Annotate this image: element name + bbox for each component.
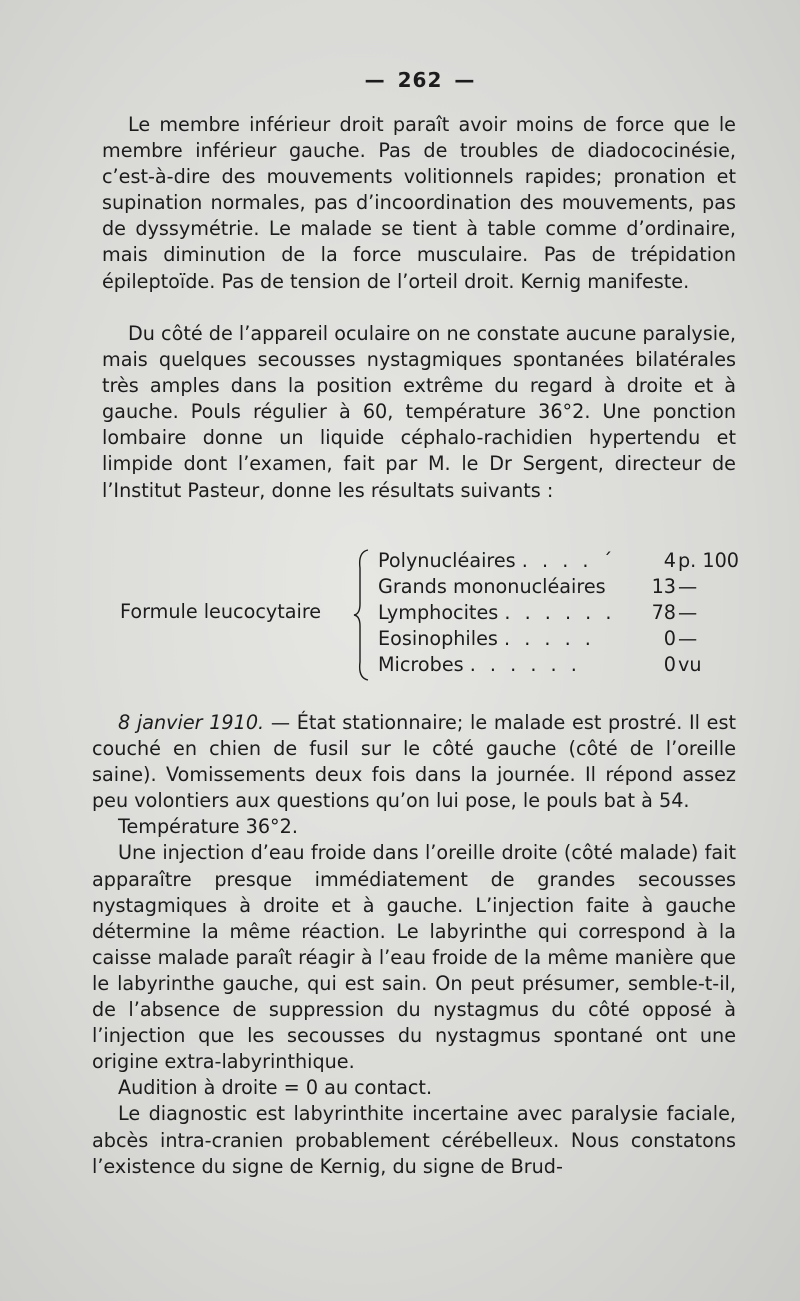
paragraph: Du côté de l’appareil oculaire on ne constate aucune paralysie, mais quelques secousses nystagmiques spontanées bilatérales très amples dans la position extrême du regard à droite et à gauche. Pouls régulier à 60, température 36°2. Une ponction lombaire donne un liquide céphalo-rachidien hypertendu et limpide dont l’examen, fait par M. le Dr Sergent, directeur de l’Institut Pasteur, donne les résultats suivants : [102,322,736,502]
cell-unit: vu [678,653,702,677]
cell-unit: — [678,575,698,599]
cell-value: 13 [651,575,676,599]
cell-value: 4 [663,549,676,572]
paragraph: Le diagnostic est labyrinthite incertaine avec paralysie faciale, abcès intra-cranien probablement cérébelleux. Nous constatons l’existence du signe de Kernig, du signe de Brud- [92,1102,736,1178]
entry-date: 8 janvier 1910. [118,711,265,734]
cell-unit: p. 100 [678,549,740,572]
formula-row [378,652,738,678]
formula-label: Formule leucocytaire [120,600,322,623]
cell-name: Eosinophiles [378,627,498,651]
cell-value: 0 [663,627,676,651]
cell-name: Lymphocites [378,601,499,625]
lower-section [92,710,736,1180]
curly-brace-icon [352,548,372,682]
paragraph-dated-entry [92,710,736,814]
paragraph: Le membre inférieur droit paraît avoir moins de force que le membre inférieur gauche. Pas de troubles de diadococinésie, c’est-à-dire des mouvements volitionnels rapides; pronation et supination normales, pas d’incoordination des mouvements, pas de dyssymétrie. Le malade se tient à table comme d’ordinaire, mais diminution de la force musculaire. Pas de trépidation épileptoïde. Pas de tension de l’orteil droit. Kernig manifeste. [102,113,736,293]
paragraph-ocular-exam [102,321,736,504]
paragraph-motor-exam [102,112,736,295]
cell-unit: — [678,627,698,651]
formula-rows [378,548,738,678]
formula-row [378,600,738,626]
formula-row [378,626,738,652]
paragraph: Une injection d’eau froide dans l’oreille droite (côté malade) fait apparaître presque immédiatement de grandes secousses nystagmiques à droite et à gauche. L’injection faite à gauche détermine la même réaction. Le labyrinthe qui correspond à la caisse malade paraît réagir à l’eau froide de la même manière que le labyrinthe gauche, qui est sain. On peut présumer, semble-t-il, de l’absence de suppression du nystagmus du côté opposé à l’injection que les secousses du nystagmus spontané ont une origine extra-labyrinthique. [92,841,736,1074]
cell-name: Polynucléaires [378,549,516,572]
cell-value: 78 [651,601,676,625]
cell-unit: — [678,601,698,625]
cell-name: Grands mononucléaires [378,575,606,599]
page-number: — 262 — [364,68,476,92]
paragraph: Température 36°2. [118,815,298,839]
cell-dots: . . . . . [504,627,595,651]
paragraph: Audition à droite = 0 au contact. [118,1076,433,1100]
cell-dots: . . . . . . [469,653,581,677]
leucocyte-formula-table [120,548,740,688]
formula-row [378,548,738,574]
cell-dots: . . . . ´ [521,549,617,572]
formula-row [378,574,738,600]
cell-name: Microbes [378,653,464,677]
cell-dots: . . . . . . [504,601,616,625]
entry-text: — État stationnaire; le malade est prostré. Il est couché en chien de fusil sur le côté gauche (côté de l’oreille saine). Vomissements deux fois dans la journée. Il répond assez peu volontiers aux questions qu’on lui pose, le pouls bat à 54. [92,711,736,813]
cell-value: 0 [663,653,676,677]
